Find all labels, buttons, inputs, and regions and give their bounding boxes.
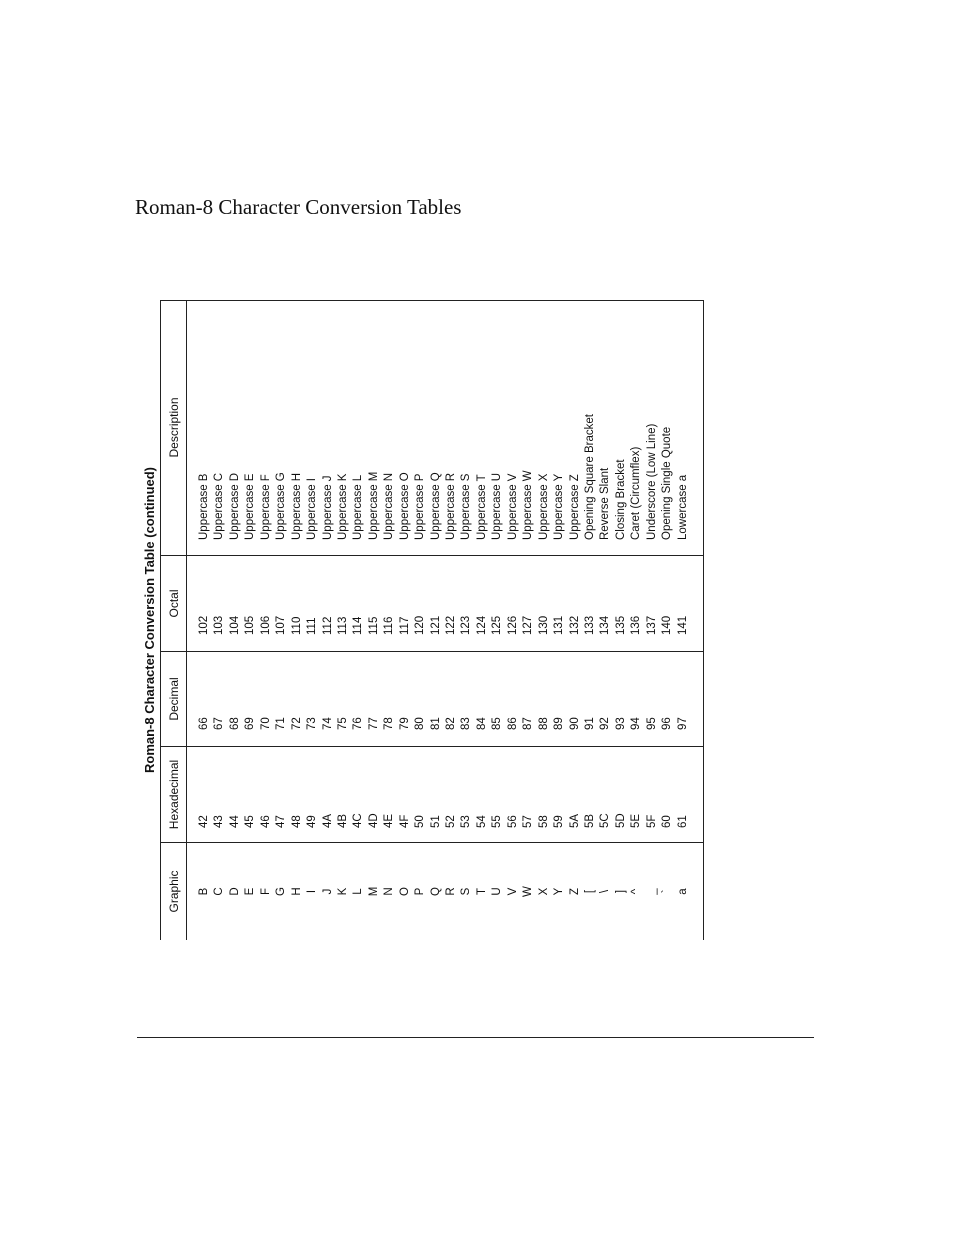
table-row	[197, 301, 212, 940]
cell-description: Uppercase B	[198, 473, 210, 540]
cell-hexadecimal: 42	[198, 815, 210, 828]
cell-octal: 126	[506, 615, 519, 635]
cell-hexadecimal: 48	[290, 815, 303, 828]
cell-hexadecimal: 50	[414, 815, 427, 828]
table-row	[398, 301, 413, 940]
cell-decimal: 71	[275, 717, 288, 730]
cell-description: Closing Bracket	[614, 459, 627, 540]
cell-description: Uppercase C	[213, 472, 226, 540]
cell-hexadecimal: 52	[445, 815, 457, 828]
cell-octal: 105	[244, 615, 257, 635]
table-row	[413, 301, 428, 940]
cell-graphic: ^	[630, 888, 643, 895]
cell-octal: 131	[553, 615, 566, 635]
cell-graphic: `	[661, 889, 674, 894]
cell-octal: 116	[383, 616, 396, 635]
cell-graphic: F	[259, 887, 272, 896]
cell-graphic: K	[336, 887, 349, 896]
cell-description: Uppercase N	[383, 472, 396, 540]
table-row	[676, 301, 691, 940]
cell-decimal: 73	[306, 717, 319, 730]
cell-octal: 125	[491, 615, 504, 635]
cell-hexadecimal: 45	[244, 815, 257, 828]
cell-decimal: 87	[522, 717, 535, 730]
cell-graphic: O	[398, 887, 411, 896]
column-header-decimal: Decimal	[161, 652, 187, 747]
cell-graphic: D	[228, 887, 241, 896]
cell-description: Uppercase I	[306, 477, 319, 540]
cell-octal: 140	[661, 615, 674, 635]
cell-decimal: 86	[506, 717, 519, 730]
cell-hexadecimal: 4F	[398, 814, 411, 828]
cell-description: Uppercase V	[506, 473, 519, 540]
cell-octal: 114	[352, 616, 365, 635]
cell-graphic: C	[213, 887, 226, 896]
column-header-octal: Octal	[161, 556, 187, 652]
table-row	[629, 301, 644, 940]
cell-decimal: 93	[614, 717, 627, 730]
cell-decimal: 78	[383, 717, 396, 730]
table-row	[598, 301, 613, 940]
cell-octal: 133	[583, 615, 596, 635]
table-row	[552, 301, 567, 940]
cell-graphic: L	[352, 888, 365, 895]
table-row	[321, 301, 336, 940]
cell-hexadecimal: 5F	[645, 814, 658, 828]
cell-octal: 123	[460, 615, 473, 635]
cell-hexadecimal: 43	[213, 815, 226, 828]
cell-hexadecimal: 61	[676, 815, 689, 828]
cell-octal: 111	[306, 617, 319, 635]
cell-hexadecimal: 59	[553, 815, 566, 828]
cell-decimal: 67	[213, 717, 226, 730]
cell-hexadecimal: 4B	[336, 813, 349, 828]
cell-octal: 104	[228, 615, 241, 635]
cell-description: Uppercase H	[290, 472, 303, 540]
cell-octal: 135	[614, 615, 627, 635]
cell-decimal: 68	[228, 717, 241, 730]
cell-hexadecimal: 54	[475, 815, 488, 828]
table-header-row	[161, 301, 187, 940]
cell-graphic: S	[460, 887, 473, 896]
cell-description: Opening Single Quote	[661, 426, 674, 540]
cell-octal: 113	[336, 616, 349, 635]
cell-graphic: I	[306, 889, 319, 894]
cell-description: Uppercase P	[414, 473, 427, 540]
cell-graphic: W	[522, 886, 535, 897]
cell-hexadecimal: 44	[228, 815, 241, 828]
cell-decimal: 96	[661, 717, 674, 730]
cell-description: Uppercase S	[460, 473, 473, 540]
table-row	[521, 301, 536, 940]
table-row	[259, 301, 274, 940]
cell-graphic: ]	[614, 889, 627, 894]
cell-decimal: 76	[352, 717, 365, 730]
cell-decimal: 91	[583, 717, 596, 730]
table-body	[160, 300, 704, 940]
column-header-hexadecimal: Hexadecimal	[161, 747, 187, 843]
cell-graphic: H	[290, 887, 303, 896]
cell-description: Uppercase Z	[568, 474, 581, 540]
cell-hexadecimal: 4A	[321, 813, 334, 828]
cell-graphic: [	[583, 889, 596, 894]
table-row	[336, 301, 351, 940]
cell-hexadecimal: 5C	[599, 813, 612, 828]
cell-graphic: U	[491, 887, 504, 896]
cell-description: Uppercase F	[259, 474, 272, 540]
cell-description: Underscore (Low Line)	[645, 423, 658, 540]
cell-octal: 127	[522, 615, 535, 635]
cell-decimal: 66	[198, 717, 210, 730]
cell-description: Uppercase J	[321, 475, 334, 540]
cell-octal: 120	[414, 615, 427, 635]
table-row	[367, 301, 382, 940]
cell-octal: 141	[676, 615, 689, 635]
table-row	[506, 301, 521, 940]
cell-octal: 132	[568, 615, 581, 635]
cell-decimal: 85	[491, 717, 504, 730]
cell-decimal: 69	[244, 717, 257, 730]
cell-description: Reverse Slant	[599, 467, 612, 540]
table-row	[351, 301, 366, 940]
conversion-table	[140, 300, 704, 940]
cell-graphic: a	[676, 888, 689, 895]
cell-decimal: 84	[475, 717, 488, 730]
cell-graphic: E	[244, 887, 257, 896]
cell-octal: 103	[213, 615, 226, 635]
cell-octal: 106	[259, 615, 272, 635]
cell-graphic: Q	[429, 887, 442, 896]
cell-decimal: 75	[336, 717, 349, 730]
cell-description: Uppercase O	[398, 472, 411, 540]
cell-hexadecimal: 47	[275, 815, 288, 828]
cell-graphic: T	[475, 887, 488, 896]
cell-octal: 110	[290, 616, 303, 635]
cell-decimal: 82	[445, 717, 457, 730]
cell-decimal: 81	[429, 717, 442, 730]
cell-description: Uppercase U	[491, 472, 504, 540]
table-row	[660, 301, 675, 940]
cell-decimal: 88	[537, 717, 550, 730]
cell-description: Uppercase W	[522, 470, 535, 540]
cell-decimal: 70	[259, 717, 272, 730]
cell-octal: 107	[275, 615, 288, 635]
cell-hexadecimal: 5D	[614, 813, 627, 828]
cell-hexadecimal: 5E	[630, 813, 643, 828]
cell-hexadecimal: 4C	[352, 813, 365, 828]
cell-graphic: Y	[553, 887, 566, 896]
cell-graphic: \	[599, 889, 612, 894]
cell-octal: 115	[367, 616, 380, 635]
cell-description: Uppercase M	[367, 471, 380, 540]
table-row	[212, 301, 227, 940]
cell-graphic: M	[367, 886, 380, 897]
cell-graphic: B	[198, 887, 210, 896]
cell-graphic: J	[321, 888, 334, 895]
cell-graphic: X	[537, 887, 550, 896]
table-rows	[197, 301, 691, 940]
cell-hexadecimal: 58	[537, 815, 550, 828]
cell-decimal: 89	[553, 717, 566, 730]
cell-decimal: 72	[290, 717, 303, 730]
cell-hexadecimal: 5B	[583, 813, 596, 828]
cell-hexadecimal: 57	[522, 815, 535, 828]
table-row	[568, 301, 583, 940]
cell-octal: 102	[198, 615, 210, 635]
cell-hexadecimal: 55	[491, 815, 504, 828]
cell-octal: 130	[537, 615, 550, 635]
table-row	[475, 301, 490, 940]
table-row	[290, 301, 305, 940]
cell-octal: 134	[599, 615, 612, 635]
cell-hexadecimal: 51	[429, 815, 442, 828]
cell-hexadecimal: 46	[259, 815, 272, 828]
cell-graphic: G	[275, 887, 288, 896]
table-row	[382, 301, 397, 940]
cell-graphic: R	[445, 887, 457, 896]
cell-description: Uppercase R	[445, 472, 457, 540]
table-row	[228, 301, 243, 940]
cell-description: Uppercase T	[475, 474, 488, 540]
cell-octal: 137	[645, 615, 658, 635]
cell-description: Uppercase Y	[553, 473, 566, 540]
cell-hexadecimal: 60	[661, 815, 674, 828]
table-row	[444, 301, 459, 940]
cell-decimal: 95	[645, 717, 658, 730]
table-row	[274, 301, 289, 940]
column-header-graphic: Graphic	[167, 870, 181, 913]
cell-hexadecimal: 4E	[383, 813, 396, 828]
cell-hexadecimal: 49	[306, 815, 319, 828]
cell-octal: 112	[321, 616, 334, 635]
cell-decimal: 79	[398, 717, 411, 730]
footer-rule	[137, 1037, 814, 1038]
cell-graphic: V	[506, 887, 519, 896]
cell-octal: 122	[445, 615, 457, 635]
cell-description: Uppercase X	[537, 473, 550, 540]
cell-decimal: 80	[414, 717, 427, 730]
cell-hexadecimal: 56	[506, 815, 519, 828]
cell-decimal: 74	[321, 717, 334, 730]
table-row	[305, 301, 320, 940]
cell-decimal: 94	[630, 717, 643, 730]
cell-description: Uppercase Q	[429, 472, 442, 540]
table-row	[429, 301, 444, 940]
cell-decimal: 97	[676, 717, 689, 730]
table-caption: Roman-8 Character Conversion Table (continued)	[142, 466, 157, 774]
cell-graphic: Z	[568, 887, 581, 896]
cell-decimal: 90	[568, 717, 581, 730]
cell-description: Uppercase E	[244, 473, 257, 540]
cell-description: Caret (Circumflex)	[630, 446, 643, 540]
cell-decimal: 83	[460, 717, 473, 730]
cell-description: Uppercase G	[275, 472, 288, 540]
cell-octal: 124	[475, 615, 488, 635]
cell-graphic: N	[383, 887, 396, 896]
cell-decimal: 92	[599, 717, 612, 730]
cell-graphic: _	[645, 888, 658, 895]
cell-description: Opening Square Bracket	[583, 414, 596, 540]
cell-octal: 121	[429, 615, 442, 635]
table-row	[645, 301, 660, 940]
table-row	[243, 301, 258, 940]
cell-octal: 136	[630, 615, 643, 635]
cell-graphic: P	[414, 887, 427, 896]
table-row	[537, 301, 552, 940]
cell-description: Uppercase K	[336, 473, 349, 540]
column-header-description: Description	[161, 300, 187, 556]
cell-octal: 117	[398, 616, 411, 635]
table-row	[614, 301, 629, 940]
cell-description: Uppercase D	[228, 472, 241, 540]
cell-description: Uppercase L	[352, 474, 365, 540]
page-title: Roman-8 Character Conversion Tables	[135, 195, 462, 219]
table-row	[459, 301, 474, 940]
cell-hexadecimal: 4D	[367, 813, 380, 828]
cell-decimal: 77	[367, 717, 380, 730]
table-row	[490, 301, 505, 940]
cell-hexadecimal: 53	[460, 815, 473, 828]
cell-description: Lowercase a	[676, 474, 689, 540]
cell-hexadecimal: 5A	[568, 813, 581, 828]
table-row	[583, 301, 598, 940]
